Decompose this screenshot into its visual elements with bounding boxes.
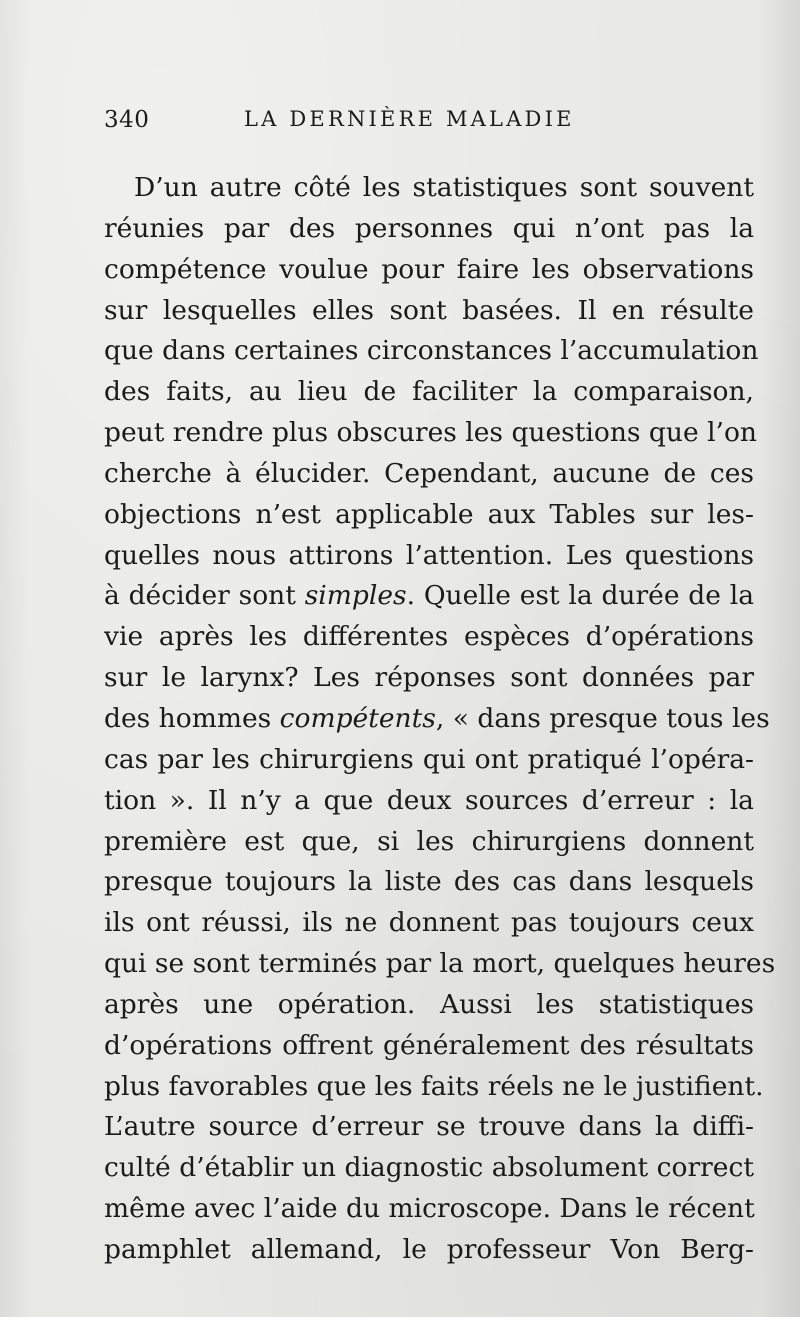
text-line: tion ». Il n’y a que deux sources d’erreur : la bbox=[104, 784, 754, 816]
text-segment: . Quelle est la durée de la bbox=[406, 580, 755, 612]
running-head bbox=[104, 107, 624, 143]
page-number: 340 bbox=[104, 107, 150, 133]
text-line: cas par les chirurgiens qui ont pratiqué l’opéra- bbox=[104, 743, 754, 775]
italic-word: simples bbox=[304, 580, 407, 612]
text-line: pamphlet allemand, le professeur Von Berg- bbox=[104, 1233, 754, 1265]
text-line: vie après les différentes espèces d’opérations bbox=[104, 621, 754, 653]
text-segment: des hommes bbox=[104, 702, 280, 734]
text-line: d’opérations offrent généralement des résultats bbox=[104, 1029, 754, 1061]
text-line: D’un autre côté les statistiques sont souvent bbox=[134, 172, 754, 203]
text-line bbox=[104, 576, 754, 617]
text-line: qui se sont terminés par la mort, quelques heures bbox=[104, 948, 776, 980]
text-line: cherche à élucider. Cependant, aucune de ces bbox=[104, 457, 754, 489]
text-line: sur lesquelles elles sont basées. Il en résulte bbox=[104, 294, 754, 326]
text-line: que dans certaines circonstances l’accumulation bbox=[104, 335, 759, 367]
text-line: quelles nous attirons l’attention. Les questions bbox=[104, 539, 754, 571]
text-line bbox=[104, 699, 770, 740]
text-line: après une opération. Aussi les statistiques bbox=[104, 988, 754, 1020]
text-line: peut rendre plus obscures les questions que l’on bbox=[104, 417, 757, 449]
text-line: presque toujours la liste des cas dans lesquels bbox=[104, 866, 754, 898]
text-line: même avec l’aide du microscope. Dans le récent bbox=[104, 1193, 755, 1225]
text-line: plus favorables que les faits réels ne le justifient. bbox=[104, 1070, 764, 1102]
body-text bbox=[104, 168, 776, 1271]
text-line: ils ont réussi, ils ne donnent pas toujours ceux bbox=[104, 907, 754, 939]
text-segment: à décider sont bbox=[104, 580, 305, 612]
text-line: compétence voulue pour faire les observations bbox=[104, 253, 754, 285]
text-line: réunies par des personnes qui n’ont pas la bbox=[104, 212, 754, 244]
text-line: des faits, au lieu de faciliter la comparaison, bbox=[104, 376, 754, 408]
running-title: LA DERNIÈRE MALADIE bbox=[244, 107, 575, 131]
text-line: L’autre source d’erreur se trouve dans la diffi- bbox=[104, 1111, 754, 1143]
text-segment: , « dans presque tous les bbox=[435, 702, 770, 734]
italic-word: compétents bbox=[279, 702, 436, 734]
text-line: culté d’établir un diagnostic absolument correct bbox=[104, 1152, 754, 1184]
text-line: première est que, si les chirurgiens donnent bbox=[104, 825, 754, 857]
text-line: objections n’est applicable aux Tables sur les- bbox=[104, 498, 754, 530]
text-line: sur le larynx? Les réponses sont données par bbox=[104, 662, 754, 694]
